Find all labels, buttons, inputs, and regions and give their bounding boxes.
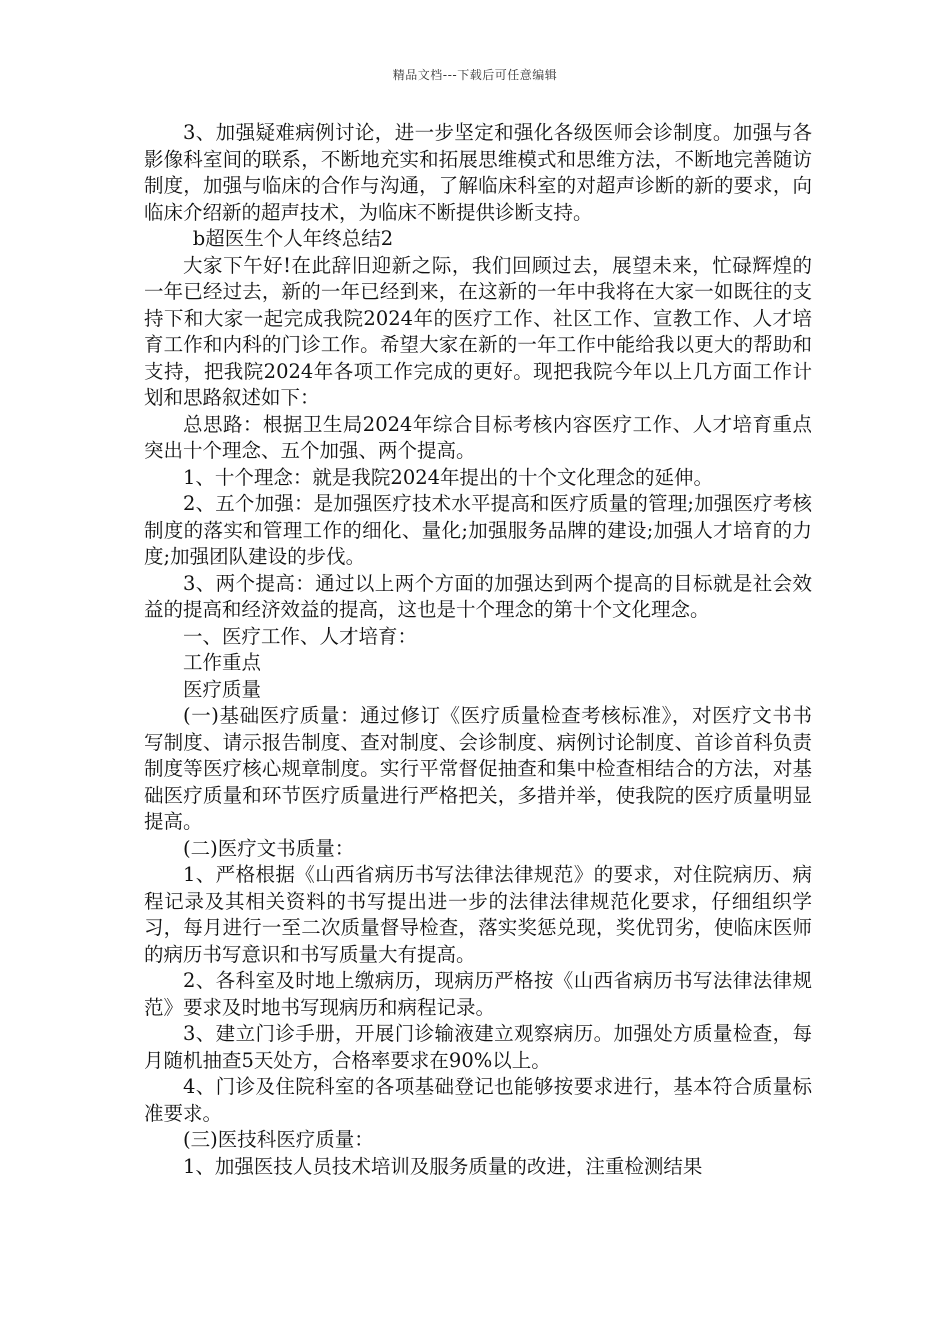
paragraph-document-item-2: 2、各科室及时地上缴病历，现病历严格按《山西省病历书写法律法律规范》要求及时地书写现病历和病程记录。 (144, 969, 812, 1019)
paragraph-document-item-4: 4、门诊及住院科室的各项基础登记也能够按要求进行，基本符合质量标准要求。 (144, 1075, 812, 1125)
paragraph-document-item-1: 1、严格根据《山西省病历书写法律法律规范》的要求，对住院病历、病程记录及其相关资料的书写提出进一步的法律法律规范化要求，仔细组织学习，每月进行一至二次质量督导检查，落实奖惩兑现，奖优罚劣，使临床医师的病历书写意识和书写质量大有提高。 (144, 863, 812, 966)
paragraph-greeting: 大家下午好!在此辞旧迎新之际，我们回顾过去，展望未来，忙碌辉煌的一年已经过去，新的一年已经到来，在这新的一年中我将在大家一如既往的支持下和大家一起完成我院2024年的医疗工作、社区工作、宣教工作、人才培育工作和内科的门诊工作。希望大家在新的一年工作中能给我以更大的帮助和支持，把我院2024年各项工作完成的更好。现把我院今年以上几方面工作计划和思路叙述如下： (144, 253, 812, 409)
paragraph-document-item-3: 3、建立门诊手册，开展门诊输液建立观察病历。加强处方质量检查，每月随机抽查5天处方，合格率要求在90%以上。 (144, 1022, 812, 1072)
heading-work-focus: 工作重点 (183, 651, 262, 674)
section-title: b超医生个人年终总结2 (192, 227, 394, 250)
page-header: 精品文档---下载后可任意编辑 (392, 68, 558, 82)
paragraph-consultation: 3、加强疑难病例讨论，进一步坚定和强化各级医师会诊制度。加强与各影像科室间的联系，不断地充实和拓展思维模式和思维方法，不断地完善随访制度，加强与临床的合作与沟通，了解临床科室的对超声诊断的新的要求，向临床介绍新的超声技术，为临床不断提供诊断支持。 (144, 121, 812, 224)
paragraph-basic-quality: (一)基础医疗质量：通过修订《医疗质量检查考核标准》，对医疗文书书写制度、请示报告制度、查对制度、会诊制度、病例讨论制度、首诊首科负责制度等医疗核心规章制度。实行平常督促抽查和集中检查相结合的方法，对基础医疗质量和环节医疗质量进行严格把关，多措并举，使我院的医疗质量明显提高。 (144, 704, 812, 833)
paragraph-five-strengthen: 2、五个加强：是加强医疗技术水平提高和医疗质量的管理;加强医疗考核制度的落实和管理工作的细化、量化;加强服务品牌的建设;加强人才培育的力度;加强团队建设的步伐。 (144, 492, 812, 568)
heading-medical-quality: 医疗质量 (183, 677, 262, 701)
paragraph-ten-concepts: 1、十个理念：就是我院2024年提出的十个文化理念的延伸。 (183, 465, 714, 489)
heading-technical-quality: (三)医技科医疗质量： (183, 1128, 374, 1151)
document-body (144, 120, 812, 1180)
paragraph-technical-item-1: 1、加强医技人员技术培训及服务质量的改进，注重检测结果 (183, 1154, 703, 1178)
paragraph-overall-approach: 总思路：根据卫生局2024年综合目标考核内容医疗工作、人才培育重点突出十个理念、五个加强、两个提高。 (144, 412, 812, 462)
heading-document-quality: (二)医疗文书质量： (183, 836, 355, 860)
heading-medical-work: 一、医疗工作、人才培育： (183, 624, 418, 648)
paragraph-two-improve: 3、两个提高：通过以上两个方面的加强达到两个提高的目标就是社会效益的提高和经济效益的提高，这也是十个理念的第十个文化理念。 (144, 571, 812, 621)
